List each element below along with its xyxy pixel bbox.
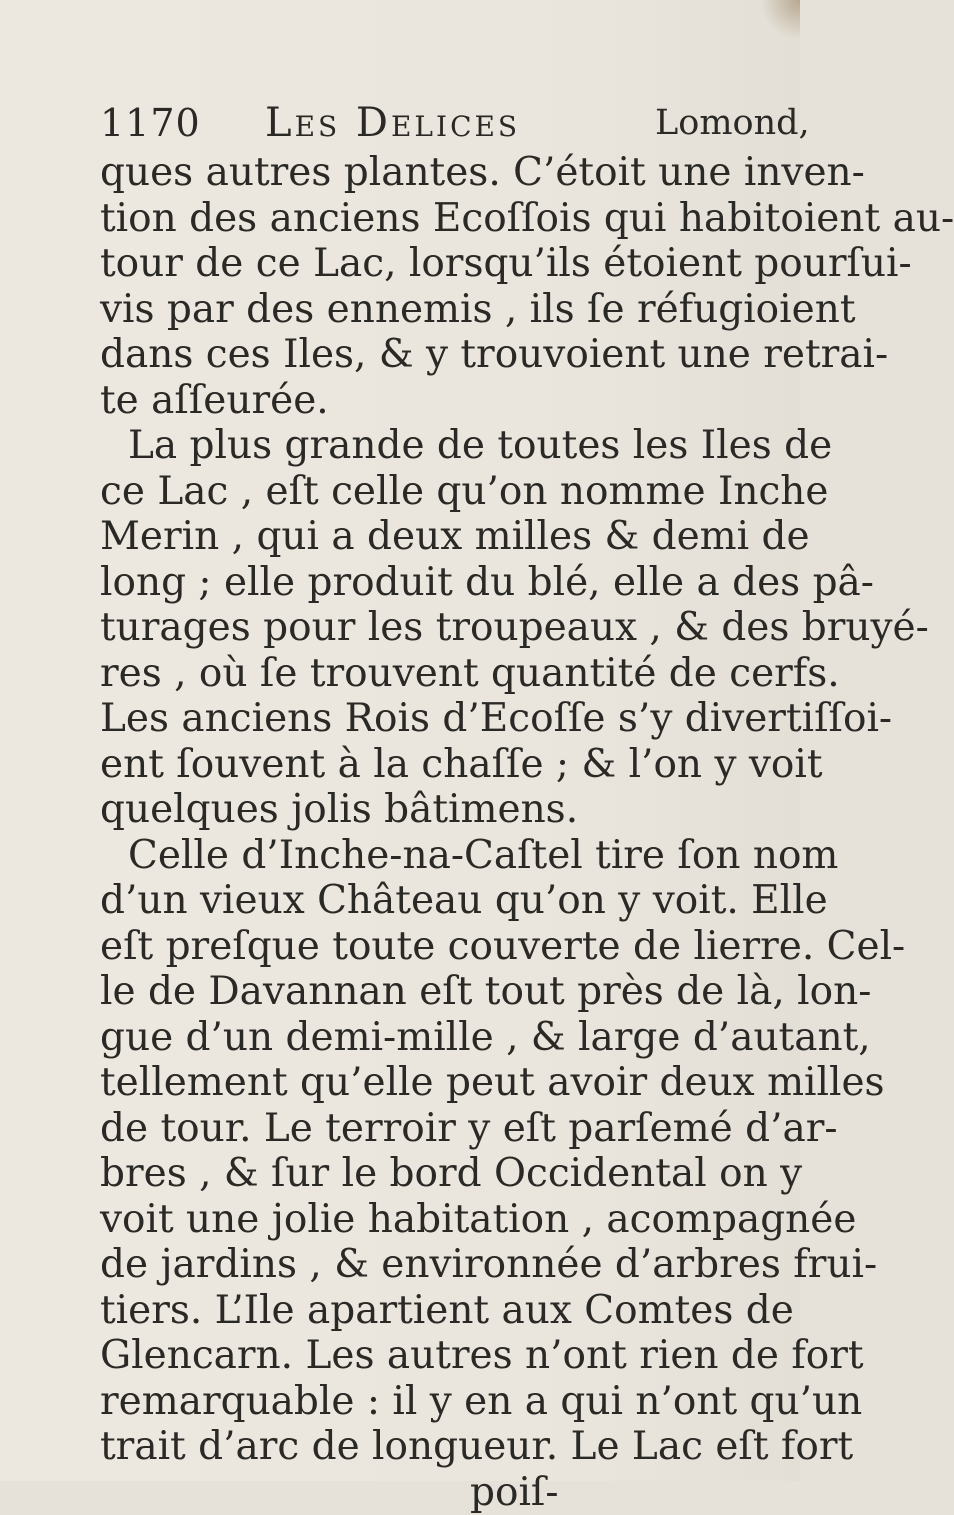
text-line: tion des anciens Ecoſſois qui habitoient au- (100, 196, 800, 242)
text-line: quelques jolis bâtimens. (100, 787, 800, 833)
text-line: ent ſouvent à la chaſſe ; & l’on y voit (100, 742, 800, 788)
text-line: vis par des ennemis , ils ſe réfugioient (100, 287, 800, 333)
text-line: bres , & ſur le bord Occidental on y (100, 1151, 800, 1197)
text-line: trait d’arc de longueur. Le Lac eſt fort (100, 1424, 800, 1470)
running-head (100, 98, 800, 148)
text-line: eſt preſque toute couverte de lierre. Cel- (100, 924, 800, 970)
text-line: te aſſeurée. (100, 378, 800, 424)
text-line: long ; elle produit du blé, elle a des pâ- (100, 560, 800, 606)
text-line: Celle d’Inche-na-Caſtel tire ſon nom (100, 833, 800, 879)
page-number: 1170 (100, 98, 201, 148)
text-line: turages pour les troupeaux , & des bruyé- (100, 605, 800, 651)
text-line: ques autres plantes. C’étoit une inven- (100, 150, 800, 196)
text-line: voit une jolie habitation , acompagnée (100, 1197, 800, 1243)
corner-stain (760, 0, 800, 40)
text-line: de jardins , & environnée d’arbres frui- (100, 1242, 800, 1288)
text-line: dans ces Iles, & y trouvoient une retrai- (100, 332, 800, 378)
text-line: res , où ſe trouvent quantité de cerfs. (100, 651, 800, 697)
text-line: tellement qu’elle peut avoir deux milles (100, 1060, 800, 1106)
text-line: le de Davannan eſt tout près de là, lon- (100, 969, 800, 1015)
text-line: ce Lac , eſt celle qu’on nomme Inche (100, 469, 800, 515)
text-line: La plus grande de toutes les Iles de (100, 423, 800, 469)
running-name: Lomond, (655, 98, 810, 148)
text-line: Les anciens Rois d’Ecoſſe s’y divertiſſoi- (100, 696, 800, 742)
text-line: tiers. L’Ile apartient aux Comtes de (100, 1288, 800, 1334)
catchword: poiſ- (100, 1470, 800, 1515)
body-text (100, 150, 800, 1515)
text-line: Merin , qui a deux milles & demi de (100, 514, 800, 560)
text-line: d’un vieux Château qu’on y voit. Elle (100, 878, 800, 924)
text-line: Glencarn. Les autres n’ont rien de fort (100, 1333, 800, 1379)
text-line: remarquable : il y en a qui n’ont qu’un (100, 1379, 800, 1425)
text-line: gue d’un demi-mille , & large d’autant, (100, 1015, 800, 1061)
running-title: Les Delices (265, 98, 520, 148)
text-line: tour de ce Lac, lorsqu’ils étoient pourſui- (100, 241, 800, 287)
text-line: de tour. Le terroir y eſt parſemé d’ar- (100, 1106, 800, 1152)
